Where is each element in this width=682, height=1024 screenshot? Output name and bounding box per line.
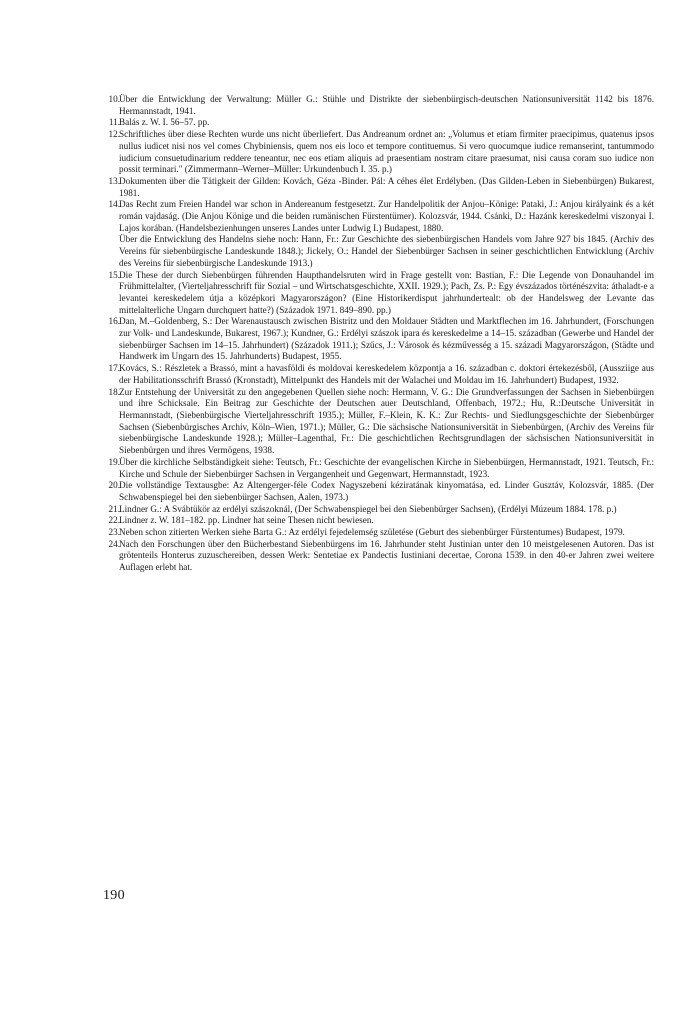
footnote-text: Lindner G.: A Svábtükör az erdélyi szászoknál, (Der Schwabenspiegel bei den Siebenbürger Sachsen), (Erdélyi Múzeum 1884. 178. p.) <box>119 503 617 514</box>
footnote-number: 15. <box>108 269 120 280</box>
footnote <box>108 117 654 129</box>
footnote-text: Über die kirchliche Selbständigkeit siehe: Teutsch, Fr.: Geschichte der evangelischen Kirche in Siebenbürgen, Hermannstadt, 1921. Teutsch, Fr.: Kirche und Schule der Siebenbürger Sachsen in Vergangenheit und Gegenwart, Hermannstadt, 1923. <box>119 456 654 479</box>
footnote <box>108 527 654 539</box>
footnote-number: 24. <box>108 538 120 549</box>
footnote-text: Zur Entstehung der Universität zu den angegebenen Quellen siehe noch: Hermann, V. G.: Die Grundverfassungen der Sachsen in Siebenbürgen und ihre Schicksale. Ein Beitrag zur Geschichte der Deutschen auer Deutschland, Offenbach, 1972.; Hu, R.:Deutsche Universität in Hermannstadt, (Siebenbürgische Vierteljahresschrift 1935.); Müller, F.–Klein, K. K.: Zur Rechts- und Siedlungsgeschichte der Siebenbürger Sachsen (Siebenbürgisches Archiv, Köln–Wien, 1971.); Müller, G.: Die sächsische Nationsuniversität in Siebenbürgen, (Archiv des Vereins für siebenbürgische Landeskunde 1928.); Müller–Lagenthal, Fr.: Die geschichtlichen Rechtsgrundlagen der sächsischen Nationsuniversität in Siebenbürgen und ihres Vermögens, 1938. <box>119 386 654 456</box>
footnote-number: 21. <box>108 503 120 514</box>
footnote <box>108 539 654 574</box>
footnote-text: Nach den Forschungen über den Bücherbestand Siebenbürgens im 16. Jahrhunder steht Justinian unter den 10 meistgelesenen Autoren. Das ist grötenteils Honterus zuzuschereiben, dessen Werk: Sentetiae ex Pandectis Iustiniani decertae, Corona 1539. in den 40-er Jahren zwei weitere Auflagen erlebt hat. <box>119 538 654 573</box>
footnote-text: Dan, M.–Goldenberg, S.: Der Warenaustausch zwischen Bistritz und den Moldauer Städten und Marktflechen im 16. Jahrhundert, (Forschungen zur Volk- und Landeskunde, Bukarest, 1967.); Kundner, G.: Erdélyi szászok ipara és kereskedelme a 14–15. században (Gewerbe und Handel der siebenbürger Sachsen im 14–15. Jahrhundert) (Századok 1911.); Szűcs, J.: Városok és kézművesség a 15. századi Magyarországon, (Städte und Handwerk im Ungarn des 15. Jahrhunderts) Budapest, 1955. <box>119 316 654 362</box>
footnote-text: Kovács, S.: Részletek a Brassó, mint a havasföldi és moldovai kereskedelem központja a 16. században c. doktori értekezésből, (Aussziige aus der Habilitationsschrift Brassó (Kronstadt), Mittelpunkt des Handels mit der Walachei und Moldau im 16. Jahrhundert) Budapest, 1932. <box>119 363 654 385</box>
footnote-number: 20. <box>108 480 120 491</box>
footnote <box>108 504 654 516</box>
footnote-number: 18. <box>108 386 120 397</box>
footnote-text: Lindner z. W. 181–182. pp. Lindner hat seine Thesen nicht bewiesen. <box>119 515 374 526</box>
footnote-text: Die vollständige Textausgbe: Az Altengerger-féle Codex Nagyszebeni kéziratának kinyomatása, ed. Linder Gusztáv, Kolozsvár, 1885. (Der Schwabenspiegel bei den siebenbürger Sachsen, Aalen, 1973.) <box>119 480 654 502</box>
footnote-text: Schriftliches über diese Rechten wurde uns nicht überliefert. Das Andreanum ordnet an: „Volumus et etiam firmiter praecipimus, quatenus ipsos nullus iudicet nisi nos vel comes Chybiniensis, quem nos eis loco et tempore contituemus. Si vero quocumque iudice remanserint, tantummodo iudicium consuetudinarium reddere teneantur, nec eos etiam aliquis ad praesentiam nostram citare praesumat, nisi causa coram suo iudice non possit terminari." (Zimmermann–Werner–Müller: Urkundenbuch I. 35. p.) <box>119 129 654 175</box>
footnote <box>108 480 654 503</box>
footnote-text: Dokumenten über die Tätigkeit der Gilden: Kovách, Géza -Binder. Pál: A céhes élet Erdélyben. (Das Gilden-Leben in Siebenbürgen) Bukarest, 1981. <box>119 175 654 198</box>
footnote-number: 13. <box>108 175 120 186</box>
footnote-number: 14. <box>108 199 120 210</box>
footnote <box>108 129 654 176</box>
footnotes-list <box>108 94 654 574</box>
footnote-number: 11. <box>108 117 120 128</box>
footnote-text: Balás z. W. I. 56–57. pp. <box>119 117 210 128</box>
footnote <box>108 316 654 363</box>
footnote-number: 22. <box>108 515 120 526</box>
footnote-number: 19. <box>108 456 120 467</box>
footnote-paragraph: Das Recht zum Freien Handel war schon in Andereanum festgesetzt. Zur Handelpolitik der Anjou–Könige: Pataki, J.: Anjou királyaink és a két román vajdaság. (Die Anjou Könige und die beiden rumänischen Fürstentümer). Kolozsvár, 1944. Csánki, D.: Hazánk kereskedelmi viszonyai I. Lajos korában. (Handelsbezienhungen unseres Landes unter Ludwig I.) Budapest, 1880. <box>119 199 654 233</box>
footnote-text: Die These der durch Siebenbürgen führenden Haupthandelsruten wird in Frage gestellt von: Bastian, F.: Die Legende von Donauhandel im Frühmittelalter, (Vierteljahresschrift für Sozial – und Wirtschatsgeschichte, XXII. 1929.); Pach, Zs. P.: Egy évszázados történészvita: áthaladt-e a levantei kereskedelem útja a középkori Magyarországon? (Eine Historikerdisput jahrhundertealt: ob der Handelsweg der Levante das mittelalterliche Ungarn durchquert hatte?) (Századok 1971. 849–890. pp.) <box>119 269 654 315</box>
footnote-number: 16. <box>108 316 120 327</box>
footnote <box>108 457 654 480</box>
footnote-text: Über die Entwicklung der Verwaltung: Müller G.: Stühle und Distrikte der siebenbürgisch-deutschen Nationsuniversität 1142 bis 1876. Hermannstadt, 1941. <box>119 94 654 116</box>
footnote-number: 10. <box>108 94 120 104</box>
footnote-number: 12. <box>108 129 120 140</box>
footnote <box>108 515 654 527</box>
footnote-text <box>119 199 654 269</box>
footnote-paragraph: Über die Entwicklung des Handelns siehe noch: Hann, Fr.: Zur Geschichte des siebenbürgischen Handels vom Jahre 927 bis 1845. (Archiv des Vereins für siebenbürgische Landeskunde 1848.); Jickely, O.: Handel der Siebenbürger Sachsen in seiner geschichtlichen Entwicklung (Archiv des Vereins für siebenbürgische Landeskunde 1913.) <box>119 234 654 268</box>
footnote <box>108 387 654 457</box>
footnote <box>108 199 654 269</box>
footnote <box>108 270 654 317</box>
footnote-number: 23. <box>108 527 120 538</box>
footnote <box>108 176 654 199</box>
footnote-number: 17. <box>108 363 120 374</box>
footnote <box>108 94 654 117</box>
page-number: 190 <box>103 888 125 903</box>
footnote <box>108 363 654 386</box>
footnote-text: Neben schon zitierten Werken siehe Barta G.: Az erdélyi fejedelemség születése (Geburt des siebenbürger Fürstentumes) Budapest, 1979. <box>119 527 625 538</box>
